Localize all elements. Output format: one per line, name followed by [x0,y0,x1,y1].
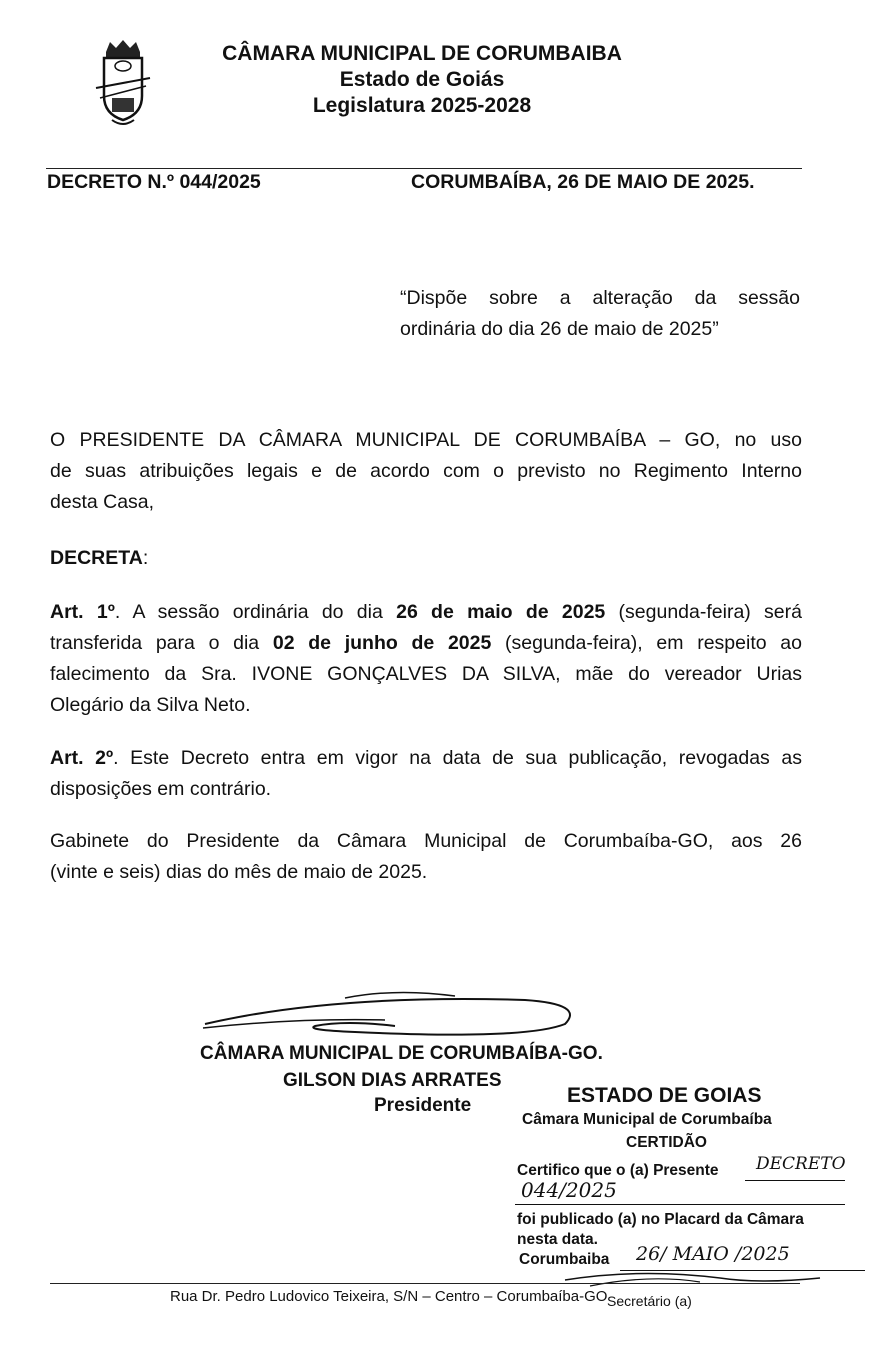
ementa [400,283,800,345]
article-1-text: (segunda-feira), em respeito ao [491,632,802,654]
state-name: Estado de Goiás [339,68,505,91]
closing-line-1: Gabinete do Presidente da Câmara Municipal de Corumbaíba-GO, aos 26 [50,830,802,852]
article-2-line-1 [50,743,802,774]
header-divider [46,168,802,169]
closing [50,826,802,888]
preamble-line-1: O PRESIDENTE DA CÂMARA MUNICIPAL DE CORUMBAÍBA – GO, no uso [50,429,802,451]
preamble-line-2: de suas atribuições legais e de acordo com o previsto no Regimento Interno [50,460,802,482]
article-2-line-2: disposições em contrário. [50,778,272,800]
article-2-text: . Este Decreto entra em vigor na data de sua publicação, revogadas as [113,747,802,769]
article-1-text: . A sessão ordinária do dia [114,601,397,623]
coat-of-arms-logo [92,38,154,130]
article-1-date-new: 02 de junho de 2025 [272,632,492,654]
footer-address: Rua Dr. Pedro Ludovico Teixeira, S/N – Centro – Corumbaíba-GO [170,1288,608,1305]
stamp-handwritten-doc: DECRETO [756,1154,846,1174]
stamp-subtitle: Câmara Municipal de Corumbaíba [522,1111,772,1128]
preamble [50,425,802,518]
legislature: Legislatura 2025-2028 [312,94,532,117]
president-signature [195,988,595,1048]
article-1-line-1 [50,597,802,628]
decreta-heading [50,543,148,574]
stamp-number-underline [515,1204,845,1205]
stamp-certidao: CERTIDÃO [626,1134,707,1151]
article-2 [50,743,802,805]
stamp-city: Corumbaiba [519,1251,610,1268]
article-1 [50,597,802,721]
signature-institution: CÂMARA MUNICIPAL DE CORUMBAÍBA-GO. [200,1043,603,1064]
stamp-certifico: Certifico que o (a) Presente [517,1162,719,1179]
decreta-label: DECRETA [50,547,143,569]
stamp-handwritten-date: 26/ MAIO /2025 [636,1243,790,1265]
decree-place-date: CORUMBAÍBA, 26 DE MAIO DE 2025. [411,171,755,193]
decree-number: DECRETO N.º 044/2025 [47,171,261,193]
footer-divider [50,1283,800,1284]
preamble-line-3: desta Casa, [50,491,155,513]
stamp-handwritten-number: 044/2025 [521,1178,617,1202]
signature-role: Presidente [374,1095,472,1116]
stamp-title: ESTADO DE GOIAS [567,1084,762,1107]
article-1-text: (segunda-feira) será [605,601,802,623]
institution-title: CÂMARA MUNICIPAL DE CORUMBAIBA [222,42,622,65]
article-1-line-2 [50,628,802,659]
article-1-date-original: 26 de maio de 2025 [396,601,606,623]
ementa-line-1: “Dispõe sobre a alteração da sessão [400,287,800,309]
article-1-label: Art. 1º [50,601,115,623]
stamp-doc-underline [745,1180,845,1181]
stamp-secretary: Secretário (a) [607,1293,692,1309]
article-1-line-3: falecimento da Sra. IVONE GONÇALVES DA SILVA, mãe do vereador Urias [50,663,802,685]
article-2-label: Art. 2º [50,747,114,769]
closing-line-2: (vinte e seis) dias do mês de maio de 2025. [50,861,428,883]
signature-name: GILSON DIAS ARRATES [283,1070,502,1091]
stamp-published: foi publicado (a) no Placard da Câmara [517,1211,804,1228]
article-1-text: transferida para o dia [50,632,273,654]
stamp-nesta-data: nesta data. [517,1231,598,1248]
article-1-line-4: Olegário da Silva Neto. [50,694,251,716]
decreta-colon: : [142,547,149,569]
ementa-line-2: ordinária do dia 26 de maio de 2025” [400,318,719,340]
